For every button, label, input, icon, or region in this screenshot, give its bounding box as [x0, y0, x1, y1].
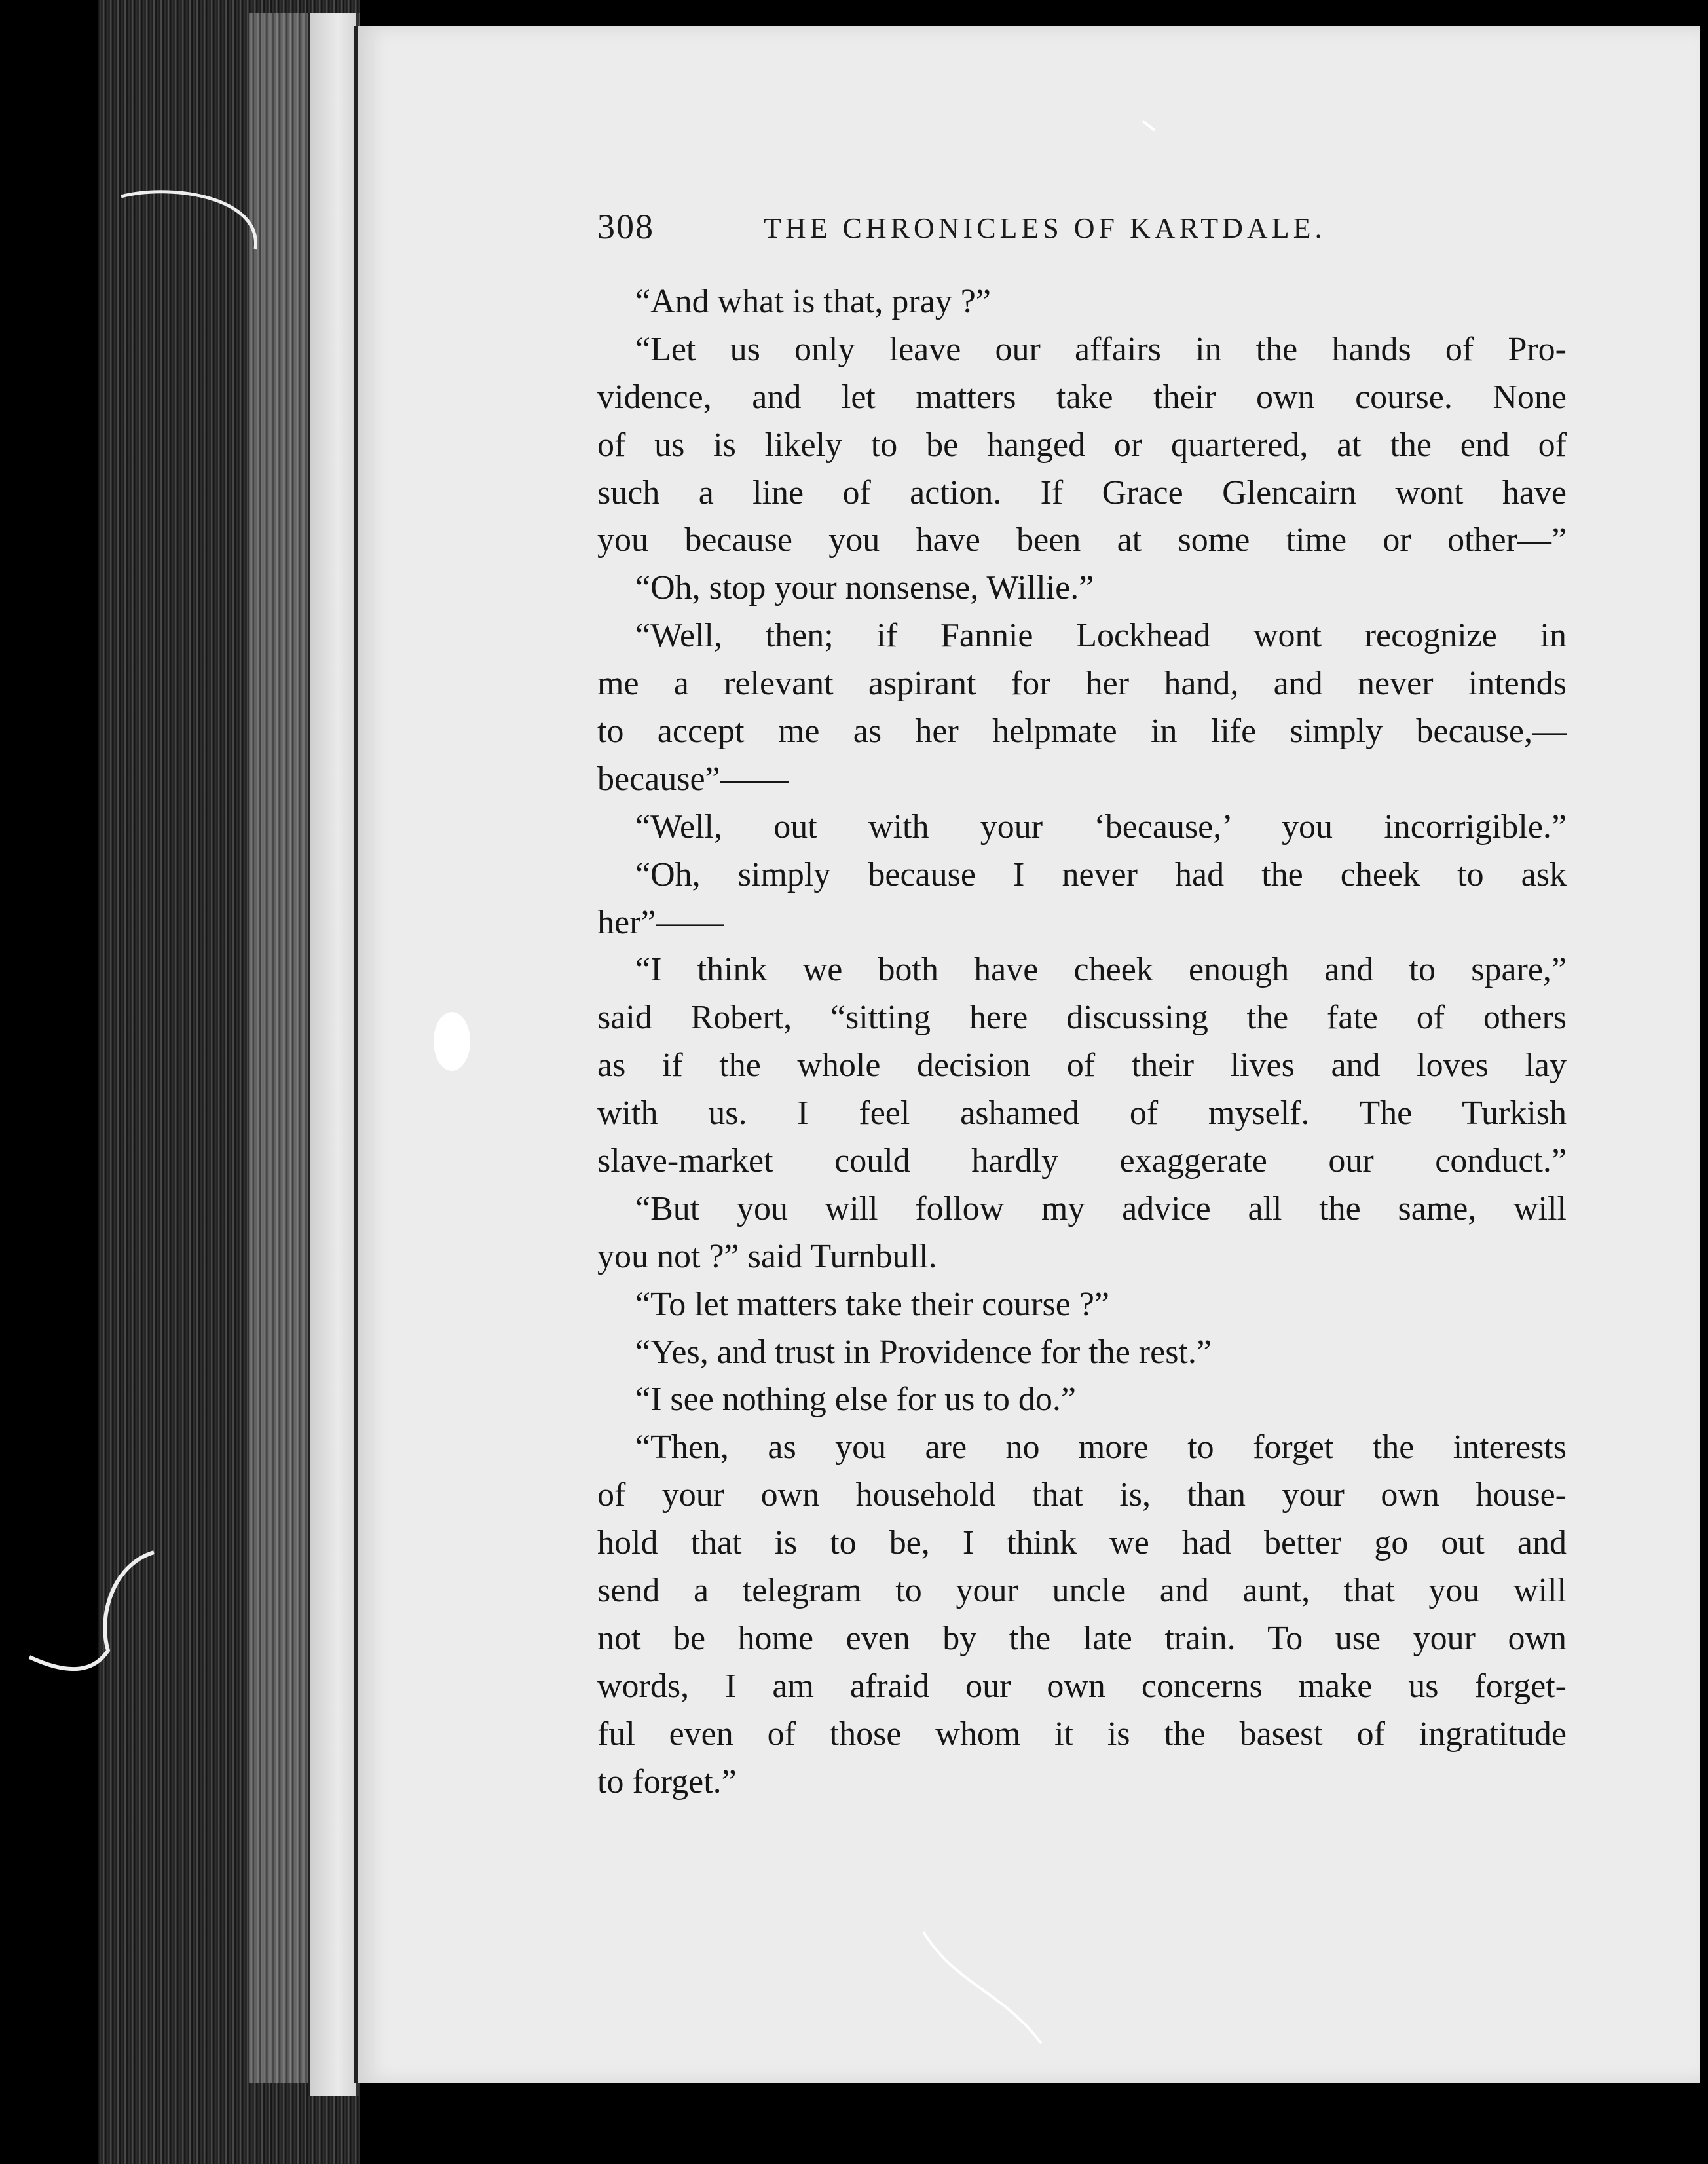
running-title: THE CHRONICLES OF KARTDALE. — [764, 212, 1326, 244]
text-line: her”—— — [597, 903, 724, 941]
text-line: me a relevant aspirant for her hand, and never intends — [597, 665, 1567, 703]
text-line: “Well, out with your ‘because,’ you incorrigible.” — [635, 808, 1567, 846]
text-line: vidence, and let matters take their own course. None — [597, 378, 1567, 416]
text-line: “But you will follow my advice all the same, will — [635, 1189, 1567, 1227]
text-line: of us is likely to be hanged or quartered, at the end of — [597, 426, 1567, 464]
text-line: such a line of action. If Grace Glencairn wont have — [597, 474, 1567, 512]
text-line: not be home even by the late train. To use your own — [597, 1619, 1567, 1657]
page-number: 308 — [597, 207, 654, 246]
text-line: “Oh, stop your nonsense, Willie.” — [635, 569, 1094, 607]
text-line: “I see nothing else for us to do.” — [635, 1381, 1076, 1419]
text-line: “Oh, simply because I never had the cheek to ask — [635, 855, 1567, 893]
text-line: slave-market could hardly exaggerate our conduct.” — [597, 1142, 1567, 1180]
text-line: you not ?” said Turnbull. — [597, 1237, 937, 1275]
text-line: because”—— — [597, 760, 789, 798]
text-line: said Robert, “sitting here discussing the fate of others — [597, 999, 1567, 1037]
text-line: ful even of those whom it is the basest of ingratitude — [597, 1715, 1567, 1753]
text-line: words, I am afraid our own concerns make us forget- — [597, 1667, 1567, 1705]
text-line: as if the whole decision of their lives and loves lay — [597, 1047, 1567, 1085]
text-line: “Let us only leave our affairs in the hands of Pro- — [635, 330, 1567, 368]
text-line: “I think we both have cheek enough and to spare,” — [635, 951, 1567, 989]
text-line: “Well, then; if Fannie Lockhead wont recognize in — [635, 617, 1567, 655]
text-line: “To let matters take their course ?” — [635, 1285, 1110, 1323]
text-line: hold that is to be, I think we had better go out and — [597, 1524, 1567, 1562]
text-line: “Yes, and trust in Providence for the rest.” — [635, 1333, 1212, 1371]
text-line: “And what is that, pray ?” — [635, 283, 991, 320]
text-line: you because you have been at some time or other—” — [597, 521, 1567, 559]
text-line: to accept me as her helpmate in life simply because,— — [597, 713, 1567, 751]
text-line: of your own household that is, than your own house- — [597, 1476, 1567, 1514]
text-line: “Then, as you are no more to forget the interests — [635, 1428, 1567, 1466]
text-line: with us. I feel ashamed of myself. The Turkish — [597, 1094, 1567, 1132]
text-line: send a telegram to your uncle and aunt, that you will — [597, 1572, 1567, 1610]
text-line: to forget.” — [597, 1763, 737, 1800]
